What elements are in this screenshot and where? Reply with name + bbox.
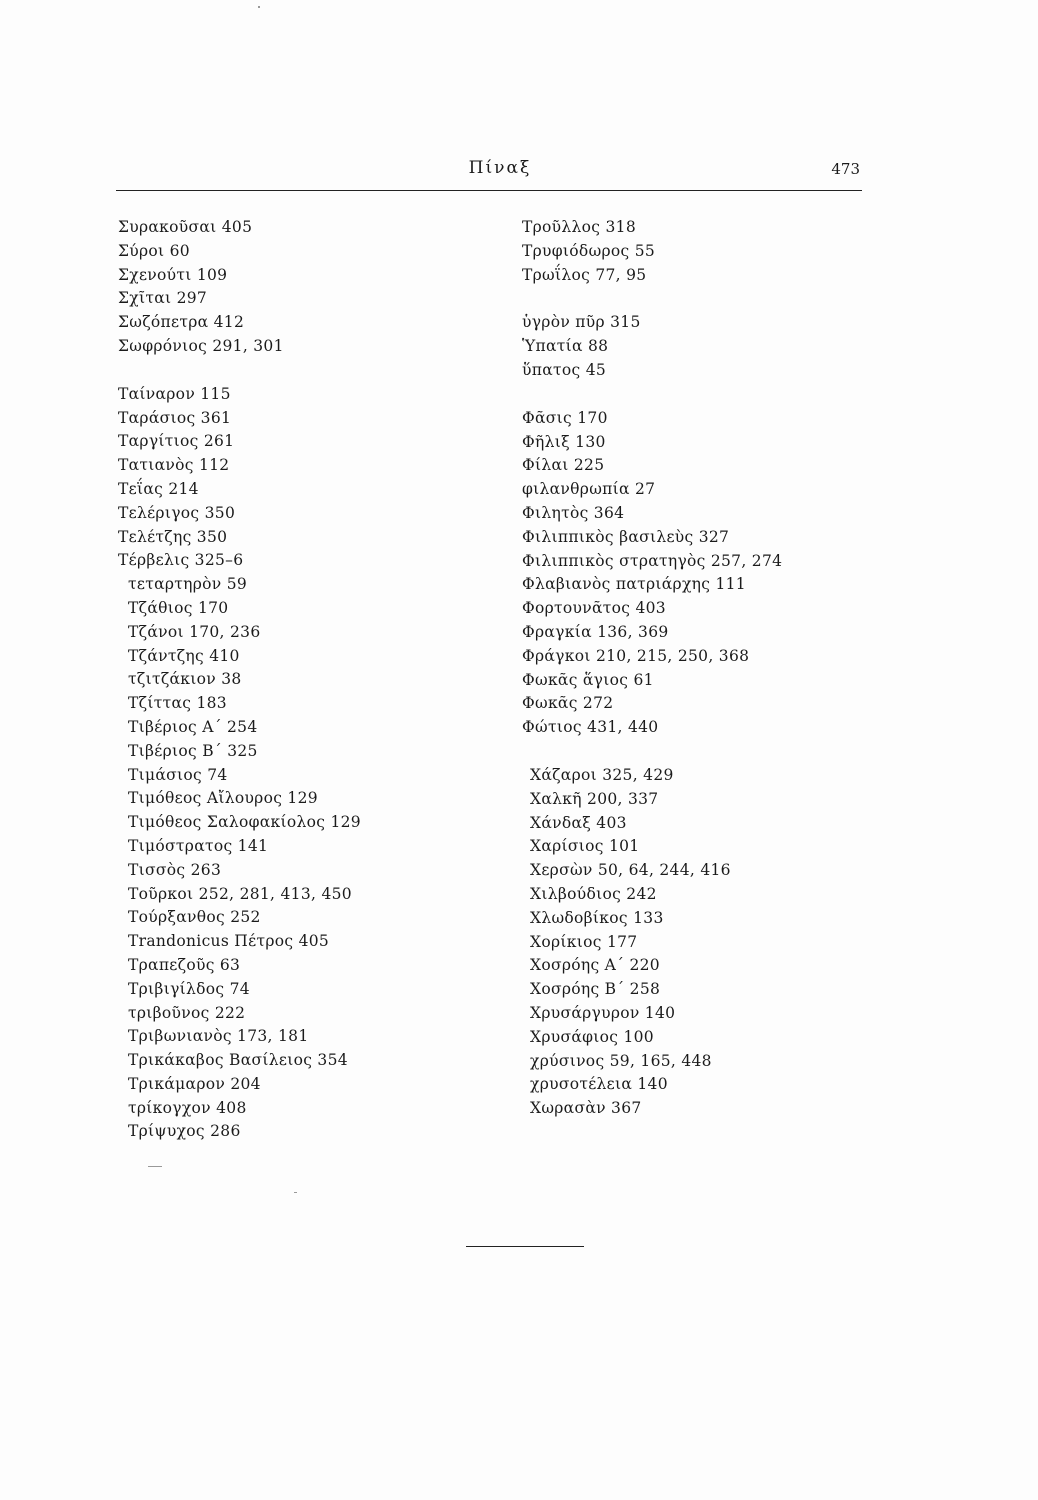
page-number: 473 xyxy=(831,160,860,178)
index-entry: Τρυφιόδωρος 55 xyxy=(522,241,656,260)
index-entry: Τρικάκαβος Βασίλειος 354 xyxy=(128,1051,348,1070)
index-entry: Ὑπατία 88 xyxy=(522,337,609,356)
index-entry: Σχῖται 297 xyxy=(118,289,208,308)
index-entry: Τελέριγος 350 xyxy=(118,503,236,522)
index-group xyxy=(118,383,498,1145)
index-entry: Χιλβούδιος 242 xyxy=(530,884,657,903)
index-entry: Χάζαροι 325, 429 xyxy=(530,765,674,784)
index-entry: Χλωδοβίκος 133 xyxy=(530,908,664,927)
index-entry: Τρικάμαρον 204 xyxy=(128,1074,261,1093)
index-entry: Trandonicus Πέτρος 405 xyxy=(128,932,330,951)
index-group xyxy=(522,407,902,740)
index-column-left xyxy=(118,216,498,1168)
index-entry: χρύσινος 59, 165, 448 xyxy=(530,1051,712,1070)
index-entry: Τισσὸς 263 xyxy=(128,860,222,879)
index-column-right xyxy=(522,216,902,1145)
index-entry: Τεΐας 214 xyxy=(118,479,199,498)
running-title: Πίναξ xyxy=(468,158,532,178)
index-entry: Σωζόπετρα 412 xyxy=(118,313,245,332)
index-entry: Τρωΐλος 77, 95 xyxy=(522,265,647,284)
index-entry: Φιλιππικὸς βασιλεὺς 327 xyxy=(522,527,730,546)
index-entry: τρίκογχον 408 xyxy=(128,1098,247,1117)
index-entry: Φιλιππικὸς στρατηγὸς 257, 274 xyxy=(522,551,783,570)
index-entry: Φραγκία 136, 369 xyxy=(522,622,669,641)
index-entry: Τιμόστρατος 141 xyxy=(128,836,269,855)
index-entry: Φωκᾶς 272 xyxy=(522,694,614,713)
index-entry: Τζάνοι 170, 236 xyxy=(128,622,261,641)
index-entry: τζιτζάκιον 38 xyxy=(128,670,242,689)
index-entry: χρυσοτέλεια 140 xyxy=(530,1075,668,1094)
index-entry: Χερσὼν 50, 64, 244, 416 xyxy=(530,861,731,880)
index-entry: Φίλαι 225 xyxy=(522,456,605,475)
index-entry: Χοσρόης Α΄ 220 xyxy=(530,956,660,975)
index-group xyxy=(522,764,902,1121)
index-entry: Τατιανὸς 112 xyxy=(118,456,230,475)
index-entry: Τζίττας 183 xyxy=(128,694,227,713)
index-entry: τριβοῦνος 222 xyxy=(128,1003,246,1022)
index-entry: Ταράσιος 361 xyxy=(118,408,232,427)
index-entry: Φιλητὸς 364 xyxy=(522,503,625,522)
index-entry: Χοσρόης Β΄ 258 xyxy=(530,980,661,999)
header-rule xyxy=(116,190,862,191)
scan-speck xyxy=(258,6,260,8)
index-entry: Τζάντζης 410 xyxy=(128,646,240,665)
index-entry: Ταργίτιος 261 xyxy=(118,432,235,451)
index-entry: Τριβωνιανὸς 173, 181 xyxy=(128,1027,309,1046)
index-entry: Τιμάσιος 74 xyxy=(128,765,228,784)
index-entry: Τιμόθεος Αἴλουρος 129 xyxy=(128,789,318,808)
index-entry: Τούρξανθος 252 xyxy=(128,908,261,927)
index-entry: Φᾶσις 170 xyxy=(522,408,608,427)
index-group xyxy=(522,216,902,287)
index-entry: τεταρτηρὸν 59 xyxy=(128,575,248,594)
scan-speck xyxy=(148,1166,162,1167)
index-entry: Χαλκῆ 200, 337 xyxy=(530,789,659,808)
index-entry: Χαρίσιος 101 xyxy=(530,837,640,856)
index-entry: Φορτουνᾶτος 403 xyxy=(522,599,666,618)
index-group xyxy=(118,216,498,359)
index-entry: Σύροι 60 xyxy=(118,241,190,260)
index-entry: Τέρβελις 325–6 xyxy=(118,551,244,570)
index-entry: Τρίψυχος 286 xyxy=(128,1122,241,1141)
index-entry: ὑγρὸν πῦρ 315 xyxy=(522,313,641,332)
index-entry: Φῆλιξ 130 xyxy=(522,432,606,451)
index-entry: Τραπεζοῦς 63 xyxy=(128,955,241,974)
index-entry: Τιβέριος Α΄ 254 xyxy=(128,717,258,736)
footer-rule xyxy=(466,1246,584,1247)
index-entry: Τελέτζης 350 xyxy=(118,527,228,546)
index-entry: Χάνδαξ 403 xyxy=(530,813,627,832)
index-entry: Χρυσάφιος 100 xyxy=(530,1027,654,1046)
index-entry: Φράγκοι 210, 215, 250, 368 xyxy=(522,646,750,665)
index-entry: Χρυσάργυρον 140 xyxy=(530,1003,676,1022)
scan-speck xyxy=(294,1192,297,1193)
index-entry: Χωρασὰν 367 xyxy=(530,1099,642,1118)
index-entry: Τοῦρκοι 252, 281, 413, 450 xyxy=(128,884,352,903)
index-entry: Τιβέριος Β΄ 325 xyxy=(128,741,258,760)
index-group xyxy=(522,311,902,382)
index-entry: Φλαβιανὸς πατριάρχης 111 xyxy=(522,575,746,594)
index-entry: Σχενούτι 109 xyxy=(118,265,228,284)
index-entry: Τροῦλλος 318 xyxy=(522,218,636,236)
index-entry: Φωκᾶς ἅγιος 61 xyxy=(522,670,654,689)
index-entry: Τζάθιος 170 xyxy=(128,598,229,617)
index-entry: Φώτιος 431, 440 xyxy=(522,718,659,737)
index-entry: Χορίκιος 177 xyxy=(530,932,638,951)
index-entry: φιλανθρωπία 27 xyxy=(522,480,656,499)
index-entry: Συρακοῦσαι 405 xyxy=(118,218,253,236)
index-entry: Ταίναρον 115 xyxy=(118,384,231,403)
index-entry: ὕπατος 45 xyxy=(522,360,607,379)
index-entry: Τιμόθεος Σαλοφακίολος 129 xyxy=(128,813,361,832)
index-entry: Τριβιγίλδος 74 xyxy=(128,979,250,998)
index-entry: Σωφρόνιος 291, 301 xyxy=(118,336,284,355)
